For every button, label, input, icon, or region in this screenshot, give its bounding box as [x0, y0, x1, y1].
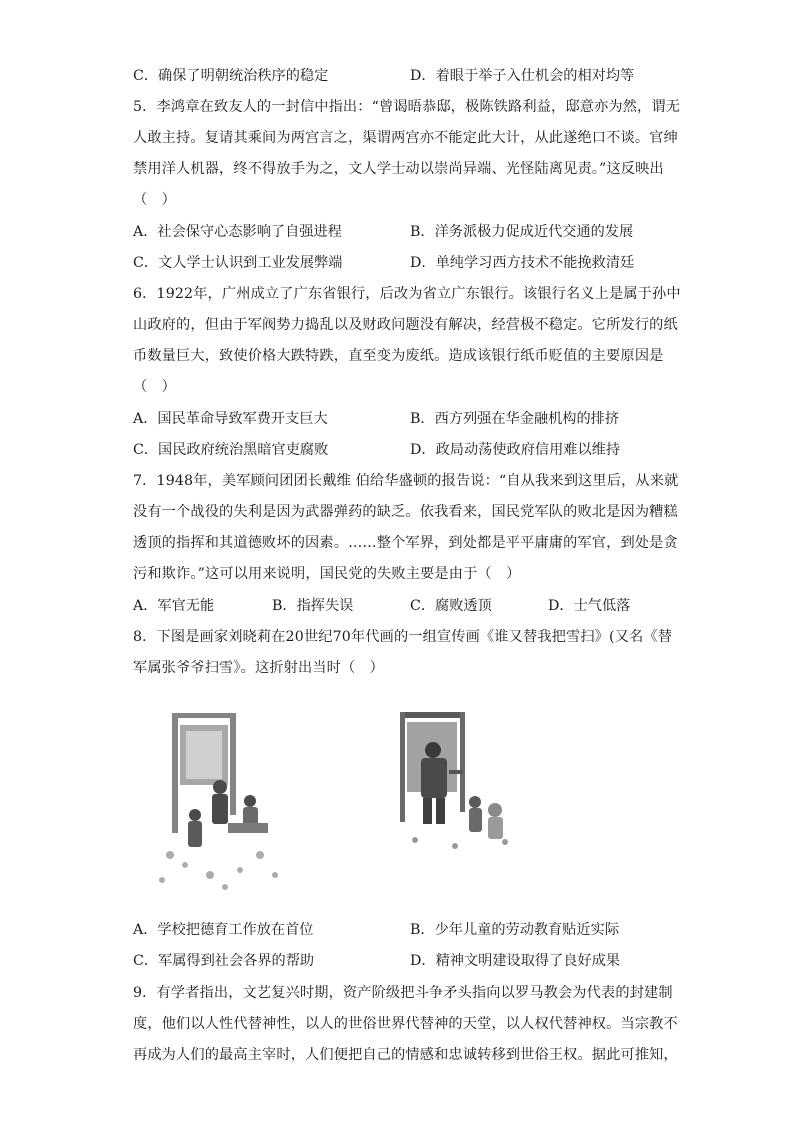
q5-option-a: A．社会保守心态影响了自强进程: [133, 224, 342, 240]
q4-option-d: D．着眼于举子入仕机会的相对均等: [410, 68, 635, 84]
q4-option-c: C．确保了明朝统治秩序的稳定: [133, 68, 329, 84]
q7-stem-line-3: 透顶的指挥和其道德败坏的因素。……整个军界，到处都是平平庸庸的军官，到处是贪: [133, 535, 678, 551]
q8-option-c: C．军属得到社会各界的帮助: [133, 953, 315, 969]
q6-option-a: A．国民革命导致军费开支巨大: [133, 411, 328, 427]
q7-stem-line-2: 没有一个战役的失利是因为武器弹药的缺乏。依我看来，国民党军队的败北是因为糟糕: [133, 504, 678, 520]
q6-stem-line-3: 币数量巨大，致使价格大跌特跌，直至变为废纸。造成该银行纸币贬值的主要原因是: [133, 348, 664, 364]
q6-option-d: D．政局动荡使政府信用难以维持: [410, 442, 621, 458]
q7-option-d: D．士气低落: [548, 598, 631, 614]
q6-answer-blank: （ ）: [133, 379, 177, 395]
q5-stem-line-2: 人敢主持。复请其乘间为两宫言之，渠谓两宫亦不能定此大计，从此遂绝口不谈。官绅: [133, 130, 678, 146]
q5-option-d: D．单纯学习西方技术不能挽救清廷: [410, 255, 635, 271]
q6-option-c: C．国民政府统治黑暗官吏腐败: [133, 442, 329, 458]
q7-option-a: A．军官无能: [133, 598, 215, 614]
q5-stem-line-3: 禁用洋人机器，终不得放手为之，文人学士动以崇尚异端、光怪陆离见责。”这反映出: [133, 161, 664, 177]
q5-answer-blank: （ ）: [133, 192, 177, 208]
q6-stem-line-2: 山政府的，但由于军阀势力捣乱以及财政问题没有解决，经营极不稳定。它所发行的纸: [133, 317, 678, 333]
q9-stem-line-2: 度，他们以人性代替神性，以人的世俗世界代替神的天堂，以人权代替神权。当宗教不: [133, 1016, 678, 1032]
q8-option-a: A．学校把德育工作放在首位: [133, 922, 314, 938]
q7-option-c: C．腐败透顶: [410, 598, 492, 614]
q7-stem-line-1: 7．1948年，美军顾问团团长戴维 伯给华盛顿的报告说：“自从我来到这里后，从来就: [133, 473, 679, 489]
q8-option-d: D．精神文明建设取得了良好成果: [410, 953, 621, 969]
q8-stem-line-1: 8．下图是画家刘晓莉在20世纪70年代画的一组宣传画《谁又替我把雪扫》(又名《替: [133, 629, 673, 645]
propaganda-painting-left: [150, 705, 290, 895]
propaganda-painting-right: [395, 710, 520, 855]
q5-option-b: B．洋务派极力促成近代交通的发展: [410, 224, 634, 240]
q9-stem-line-3: 再成为人们的最高主宰时，人们便把自己的情感和忠诚转移到世俗王权。据此可推知，: [133, 1047, 678, 1063]
q7-option-b: B．指挥失误: [272, 598, 354, 614]
q5-option-c: C．文人学士认识到工业发展弊端: [133, 255, 343, 271]
q9-stem-line-1: 9．有学者指出，文艺复兴时期，资产阶级把斗争矛头指向以罗马教会为代表的封建制: [133, 985, 673, 1001]
q8-option-b: B．少年儿童的劳动教育贴近实际: [410, 922, 620, 938]
q6-option-b: B．西方列强在华金融机构的排挤: [410, 411, 620, 427]
q8-stem-line-2: 军属张爷爷扫雪》。这折射出当时（ ）: [133, 660, 384, 676]
q7-stem-line-4: 污和欺诈。”这可以用来说明，国民党的失败主要是由于（ ）: [133, 566, 521, 582]
q5-stem-line-1: 5．李鸿章在致友人的一封信中指出：“曾谒晤恭邸，极陈铁路利益，邸意亦为然，谓无: [133, 99, 681, 115]
q6-stem-line-1: 6．1922年，广州成立了广东省银行，后改为省立广东银行。该银行名义上是属于孙中: [133, 286, 681, 302]
